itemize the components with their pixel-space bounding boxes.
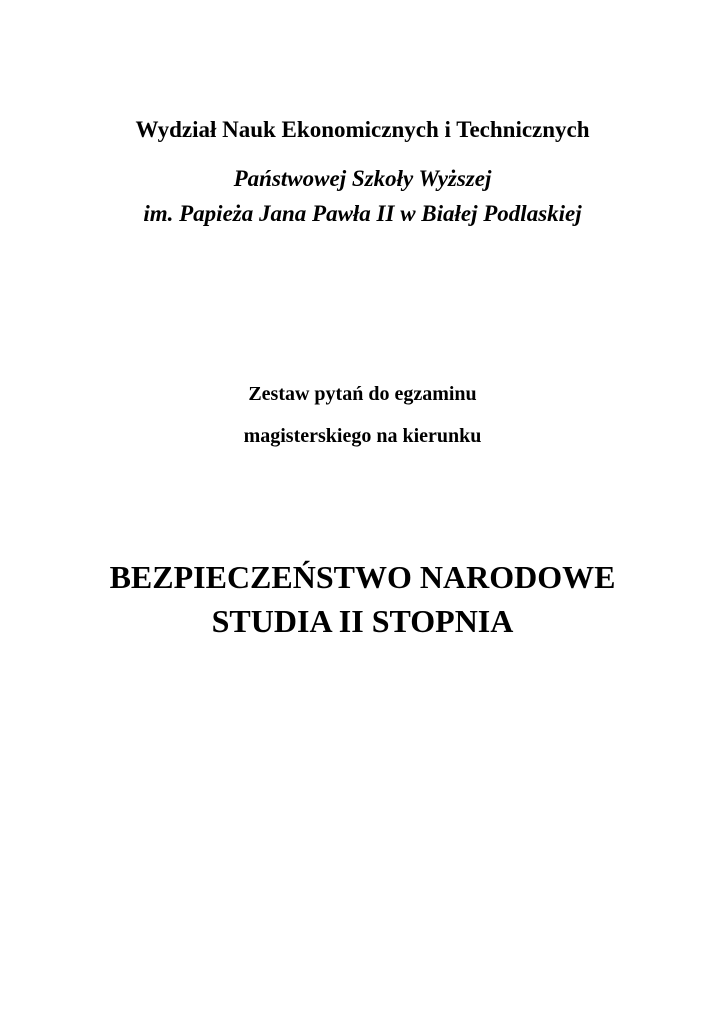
school-name: Państwowej Szkoły Wyższej xyxy=(233,166,492,191)
school-location: im. Papieża Jana Pawła II w Białej Podlaskiej xyxy=(143,201,582,226)
exam-set-subtitle: magisterskiego na kierunku xyxy=(243,425,482,447)
major-title: BEZPIECZEŃSTWO NARODOWE xyxy=(109,559,616,595)
study-level: STUDIA II STOPNIA xyxy=(211,603,514,639)
faculty-name: Wydział Nauk Ekonomicznych i Technicznych xyxy=(135,117,590,142)
exam-set-title: Zestaw pytań do egzaminu xyxy=(248,383,477,405)
